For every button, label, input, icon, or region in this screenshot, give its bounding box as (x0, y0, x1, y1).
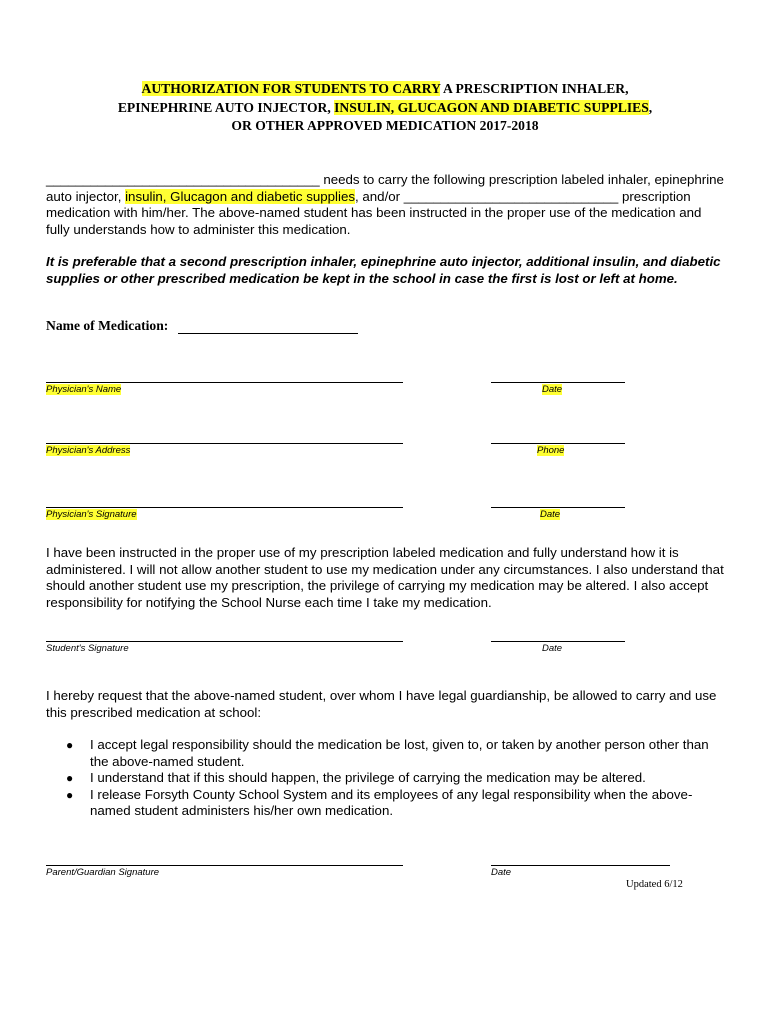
list-item-text: I understand that if this should happen, the privilege of carrying the medication may be altered. (90, 770, 646, 786)
physician-name-caption: Physician's Name (46, 384, 122, 395)
title-line-2-b: , (648, 99, 653, 115)
student-name-blank[interactable]: _____________________________________ (46, 172, 320, 187)
list-item (46, 770, 726, 787)
title-line-1-rest: A PRESCRIPTION INHALER, (440, 81, 629, 96)
physician-signature-date-caption: Date (540, 509, 561, 520)
form-title (40, 80, 730, 136)
medication-name-label: Name of Medication: (46, 318, 169, 333)
student-date-line[interactable] (491, 641, 625, 642)
intro-highlight: insulin, Glucagon and diabetic supplies (125, 188, 355, 204)
physician-date-line[interactable] (491, 382, 625, 383)
list-item (46, 787, 726, 820)
intro-text-2: , and/or (355, 188, 404, 204)
physician-phone-caption: Phone (537, 445, 565, 456)
physician-name-line[interactable] (46, 382, 403, 383)
medication-name-field[interactable] (178, 333, 358, 334)
parent-request: I hereby request that the above-named student, over whom I have legal guardianship, be allowed to carry and use this prescribed medication at school: (46, 688, 717, 720)
physician-date-caption: Date (542, 384, 563, 395)
responsibility-list (46, 737, 726, 820)
parent-signature-caption: Parent/Guardian Signature (46, 867, 160, 878)
parent-signature-line[interactable] (46, 865, 403, 866)
intro-text-3: prescription medication with him/her. The above-named student has been instructed in the proper use of the medication and fully understands how to administer this medication. (46, 188, 702, 237)
student-statement: I have been instructed in the proper use of my prescription labeled medication and fully understand how it is administered. I will not allow another student to use my medication under any circumstances. I also understand that should another student use my prescription, the privilege of carrying my medication may be altered. I also accept responsibility for notifying the School Nurse each time I take my medication. (46, 545, 724, 610)
title-line-3: OR OTHER APPROVED MEDICATION 2017-2018 (231, 118, 539, 133)
physician-signature-date-line[interactable] (491, 507, 625, 508)
title-highlight-1: AUTHORIZATION FOR STUDENTS TO CARRY (141, 81, 441, 96)
title-line-2 (40, 99, 730, 118)
physician-signature-caption: Physician's Signature (46, 509, 137, 520)
bullet-icon: ● (66, 787, 74, 802)
updated-note: Updated 6/12 (626, 879, 683, 890)
parent-date-line[interactable] (491, 865, 670, 866)
intro-text-1: needs to carry the following prescription labeled inhaler, epinephrine auto injector, (46, 172, 724, 204)
physician-phone-line[interactable] (491, 443, 625, 444)
intro-paragraph (46, 172, 726, 238)
student-signature-line[interactable] (46, 641, 403, 642)
parent-date-caption: Date (491, 867, 512, 878)
other-medication-blank[interactable]: _____________________________ (403, 188, 619, 204)
list-item-text: I release Forsyth County School System and its employees of any legal responsibility when the above-named student administers his/her own medication. (90, 786, 693, 819)
list-item-text: I accept legal responsibility should the medication be lost, given to, or taken by another person other than the above-named student. (90, 737, 709, 769)
student-signature-caption: Student's Signature (46, 643, 129, 654)
bullet-icon: ● (66, 738, 74, 752)
physician-address-line[interactable] (46, 443, 403, 444)
title-line-1 (40, 80, 730, 99)
preferable-notice: It is preferable that a second prescription inhaler, epinephrine auto injector, additional insulin, and diabetic supplies or other prescribed medication be kept in the school in case the first is lost or left at home. (46, 254, 721, 286)
list-item (46, 737, 726, 770)
physician-signature-line[interactable] (46, 507, 403, 508)
student-date-caption: Date (542, 643, 563, 654)
title-line-2-a: EPINEPHRINE AUTO INJECTOR, (117, 99, 335, 115)
title-highlight-2: INSULIN, GLUCAGON AND DIABETIC SUPPLIES (334, 99, 649, 115)
bullet-icon: ● (66, 771, 74, 786)
physician-address-caption: Physician's Address (46, 445, 131, 456)
